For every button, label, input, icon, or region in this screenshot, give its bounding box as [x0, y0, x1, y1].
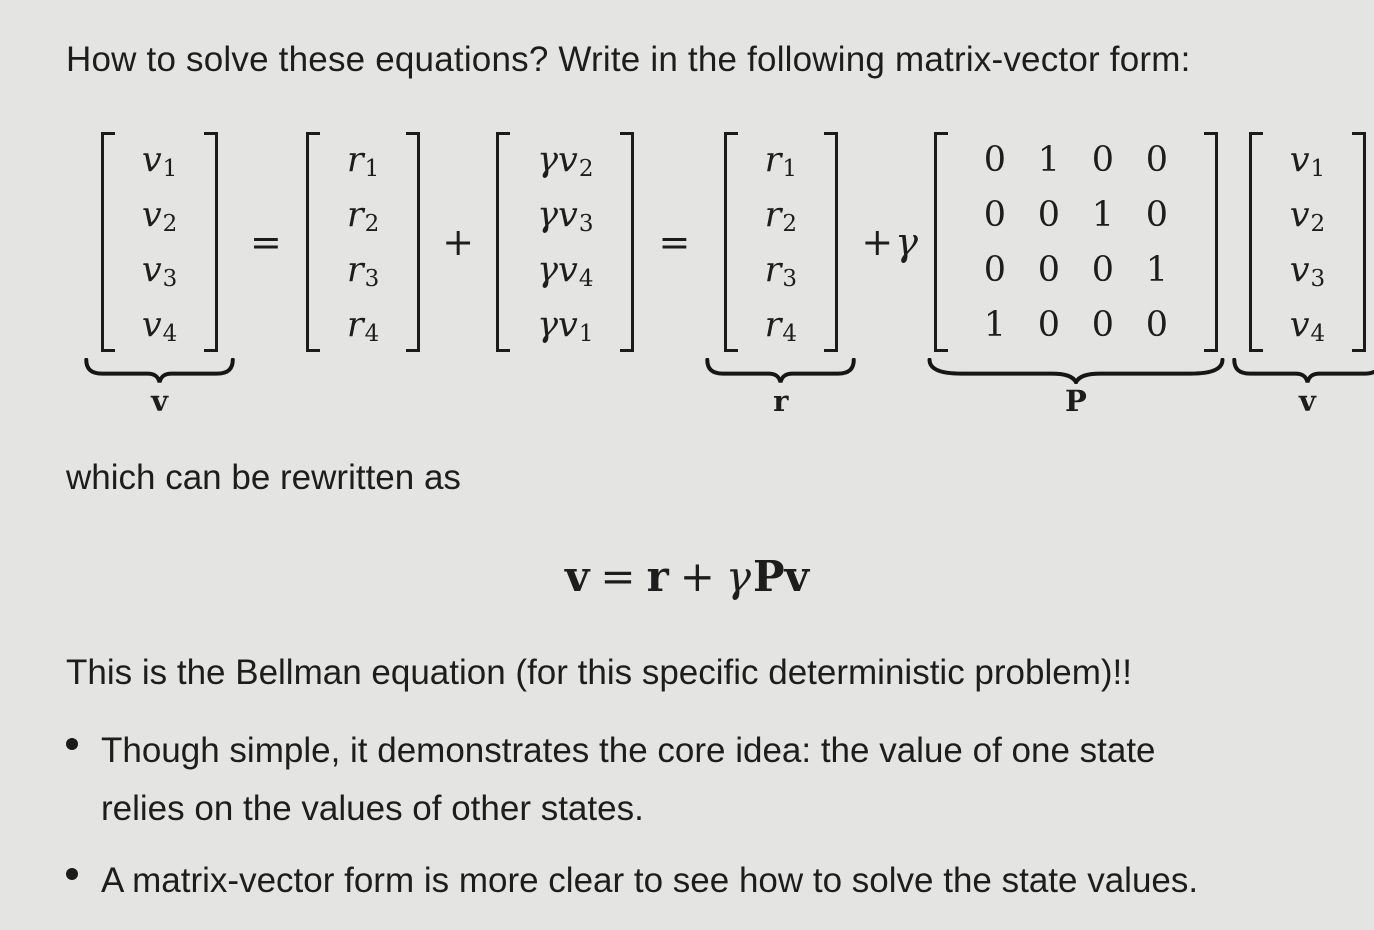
vector-cell: r 4: [764, 304, 797, 347]
matrix-cell: 1: [1037, 139, 1061, 180]
bellman-statement: This is the Bellman equation (for this specific deterministic problem)!!: [66, 653, 1132, 692]
bullet-item: [66, 722, 1156, 838]
rewritten-intro-text: which can be rewritten as: [66, 458, 461, 497]
underbrace-label-v2: v: [1299, 384, 1316, 418]
vector-r: [306, 132, 420, 352]
equals-sign-2: =: [658, 220, 691, 264]
bullet-item: [66, 852, 1198, 910]
vector-cell: γv 2: [537, 139, 594, 182]
vector-cell: r 1: [764, 139, 797, 182]
slide-title: How to solve these equations? Write in the following matrix-vector form:: [66, 40, 1191, 79]
plus-sign-2: +: [861, 220, 894, 264]
matrix-cell: 0: [1091, 139, 1115, 180]
vector-v-lhs: [93, 132, 226, 416]
bullet-line: A matrix-vector form is more clear to see how to solve the state values.: [101, 861, 1199, 900]
underbrace: [925, 358, 1227, 384]
matrix-cell: 1: [1145, 249, 1169, 290]
bullet-line: relies on the values of other states.: [101, 789, 644, 828]
matrix-cell: 0: [1145, 139, 1169, 180]
vector-gamma-v: [496, 132, 634, 352]
underbrace-label-r: r: [773, 384, 789, 418]
vector-cell: v 4: [141, 304, 178, 347]
vector-cell: v 2: [1289, 194, 1326, 237]
left-bracket: [1249, 132, 1263, 352]
vector-cell: γv 3: [537, 194, 594, 237]
vector-cell: v 2: [141, 194, 178, 237]
matrix-cell: 0: [1091, 304, 1115, 345]
vector-cell: v 4: [1289, 304, 1326, 347]
left-bracket: [934, 132, 948, 352]
matrix-cell: 0: [1037, 194, 1061, 235]
vector-cell: r 4: [346, 304, 380, 347]
matrix-P: [934, 132, 1218, 416]
underbrace: [1232, 358, 1374, 384]
matrix-cell: 1: [1091, 194, 1115, 235]
vector-r-rhs: [714, 132, 847, 416]
matrix-cell: 0: [1037, 304, 1061, 345]
equals-sign: =: [600, 552, 636, 601]
vector-cell: v 3: [1289, 249, 1326, 292]
vector-cell: γv 1: [537, 304, 594, 347]
left-bracket: [101, 132, 115, 352]
matrix-cell: 0: [1145, 194, 1169, 235]
bold-v: v: [564, 552, 590, 601]
matrix-cell: 0: [1145, 304, 1169, 345]
vector-cell: v 1: [1289, 139, 1326, 182]
left-bracket: [496, 132, 510, 352]
underbrace: [84, 358, 235, 384]
gamma-symbol: γ: [895, 220, 918, 264]
vector-cell: γv 4: [537, 249, 594, 292]
underbrace: [705, 358, 856, 384]
right-bracket: [620, 132, 634, 352]
right-bracket: [406, 132, 420, 352]
matrix-vector-equation: [93, 132, 1374, 416]
bullet-line: Though simple, it demonstrates the core idea: the value of one state: [101, 731, 1156, 770]
plus-sign: +: [442, 220, 475, 264]
plus-gamma-operator: [861, 132, 918, 352]
equals-sign: =: [250, 220, 282, 264]
left-bracket: [724, 132, 738, 352]
bold-Pv: Pv: [753, 552, 810, 601]
vector-v-rhs: [1241, 132, 1374, 416]
right-bracket: [204, 132, 218, 352]
vector-cell: v 3: [141, 249, 178, 292]
underbrace-label-v: v: [151, 384, 168, 418]
bold-r: r: [646, 552, 669, 601]
matrix-cell: 1: [983, 304, 1007, 345]
matrix-P-grid: [948, 132, 1204, 352]
vector-cell: r 3: [764, 249, 797, 292]
matrix-cell: 0: [983, 194, 1007, 235]
bellman-compact-equation: [0, 552, 1374, 601]
matrix-cell: 0: [983, 139, 1007, 180]
vector-cell: r 1: [346, 139, 380, 182]
vector-cell: r 3: [346, 249, 380, 292]
bullet-dot: [66, 738, 78, 750]
right-bracket: [1352, 132, 1366, 352]
matrix-cell: 0: [983, 249, 1007, 290]
left-bracket: [306, 132, 320, 352]
gamma-symbol: γ: [725, 552, 752, 601]
right-bracket: [824, 132, 838, 352]
right-bracket: [1204, 132, 1218, 352]
vector-cell: r 2: [346, 194, 380, 237]
bullet-dot: [66, 868, 78, 880]
plus-sign: +: [679, 552, 715, 601]
underbrace-label-P: P: [1065, 384, 1087, 418]
vector-cell: r 2: [764, 194, 797, 237]
matrix-cell: 0: [1091, 249, 1115, 290]
vector-cell: v 1: [141, 139, 178, 182]
matrix-cell: 0: [1037, 249, 1061, 290]
